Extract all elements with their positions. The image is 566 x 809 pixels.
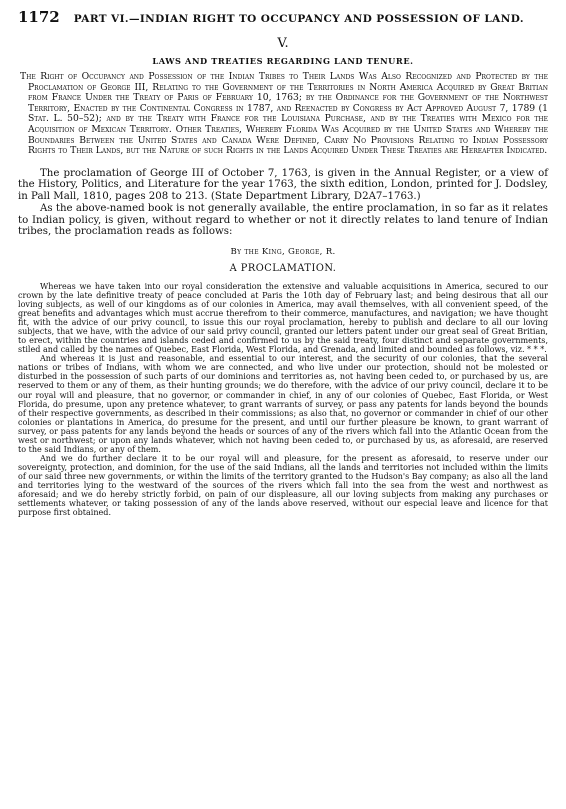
section-title: LAWS AND TREATIES REGARDING LAND TENURE. [152,56,414,66]
intro-paragraph: The proclamation of George III of October 7, 1763, is given in the Annual Register, or a view of the History, Politics, and Literature for the year 1763, the sixth edition, London, printed for J. Dodsley, in Pall Mall, 1810, pages 208 to 213. (State Department Library, D2A7–1763.) [18,167,548,203]
proclamation-paragraph: Whereas we have taken into our royal consideration the extensive and valuable acquisitions in America, secured to our crown by the late definitive treaty of peace concluded at Paris the 10th day of February last; and being desirous that all our loving subjects, as well of our kingdoms as of our colonies in America, may avail themselves, with all convenient speed, of the great benefits and advantages which must accrue therefrom to their commerce, manufactures, and navigation; we have thought fit, with the advice of our privy council, to issue this our royal proclamation, hereby to publish and declare to all our loving subjects, that we have, with the advice of our said privy council, granted our letters patent under our great seal of Great Britian, to erect, within the countries and islands ceded and confirmed to us by the said treaty, four distinct and separate governments, stiled and called by the names of Quebec, East Florida, West Florida, and Grenada, and limited and bounded as follows, viz. * * *. [18,281,548,355]
proclamation-paragraph: And whereas it is just and reasonable, and essential to our interest, and the security of our colonies, that the several nations or tribes of Indians, with whom we are connected, and who live under our protection, should not be molested or disturbed in the possession of such parts of our dominions and territories as, not having been ceded to, or purchased by us, are reserved to them or any of them, as their hunting grounds; we do therefore, with the advice of our privy council, declare it to be our royal will and pleasure, that no governor, or commander in chief, in any of our colonies of Quebec, East Florida, or West Florida, do presume, upon any pretence whatever, to grant warrants of survey, or pass any patents for lands beyond the bounds of their respective governments, as described in their commissions; as also that, no governor or commander in chief of our other colonies or plantations in America, do presume for the present, and until our further pleasure be known, to grant warrant of survey, or pass patents for any lands beyond the heads or sources of any of the rivers which fall into the Atlantic Ocean from the west or northwest; or upon any lands whatever, which not having been ceded to, or purchased by us, as aforesaid, are reserved to the said Indians, or any of them. [18,354,548,454]
running-title: PART VI.—INDIAN RIGHT TO OCCUPANCY AND POSSESSION OF LAND. [73,13,524,25]
page-header [18,8,548,26]
intro-text [18,168,548,238]
intro-paragraph: As the above-named book is not generally available, the entire proclamation, in so far as it relates to Indian policy, is given, without regard to whether or not it directly relates to land tenure of Indian tribes, the proclamation reads as follows: [18,202,548,238]
page-number: 1172 [18,8,60,26]
proclamation-paragraph: And we do further declare it to be our royal will and pleasure, for the present as aforesaid, to reserve under our sovereignty, protection, and dominion, for the use of the said Indians, all the lands and territories not included within the limits of our said three new governments, or within the limits of the territory granted to the Hudson's Bay company; as also all the land and territories lying to the westward of the sources of the rivers which fall into the sea from the west and northwest as aforesaid; and we do hereby strictly forbid, on pain of our displeasure, all our loving subjects from making any purchases or settlements whatever, or taking possession of any of the lands above reserved, without our especial leave and licence for that purpose first obtained. [18,453,548,518]
by-the-king-line: By the King, George, R. [230,246,336,257]
proclamation-text [18,282,548,517]
section-summary: The Right of Occupancy and Possession of the Indian Tribes to Their Lands Was Also Recognized and Protected by the Proclamation of George III, Relating to the Government of the Territories in North America Acquired by Great Britian from France Under the Treaty of Paris of February 10, 1763; by the Ordinance for the Government of the Northwest Territory, Enacted by the Continental Congress in 1787, and Reenacted by Congress by Act Approved August 7, 1789 (1 Stat. L. 50–52); and by the Treaty with France for the Louisiana Purchase, and by the Treaties with Mexico for the Acquisition of Mexican Territory. Other Treaties, Whereby Florida Was Acquired by the United States and Whereby the Boundaries Between the United States and Canada Were Defined, Carry No Provisions Relating to Indian Possessory Rights to Their Lands, but the Nature of such Rights in the Lands Acquired Under These Treaties are Hereafter Indicated. [20,71,548,157]
proclamation-heading: A PROCLAMATION. [229,262,337,274]
section-number: V. [277,36,289,51]
